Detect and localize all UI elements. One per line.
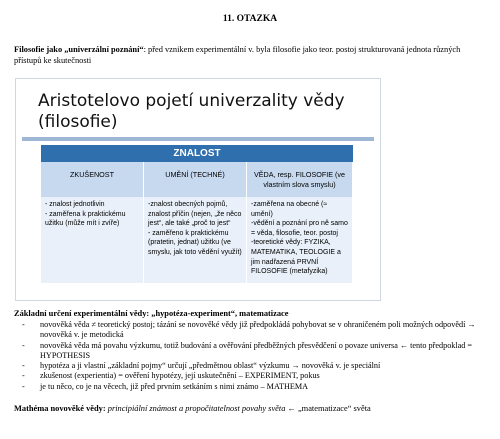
intro-bold: Filosofie jako „univerzální poznání“ [14, 45, 144, 54]
cell-line: -teoretické vědy: FYZIKA, MATEMATIKA, TEOLOGIE a jim nadřazená PRVNÍ FILOSOFIE (metafyzika) [251, 239, 341, 276]
cell-line: -vědění a poznání pro ně samo = věda, filosofie, teor. postoj [251, 220, 348, 237]
cell-line: -znalost obecných pojmů, znalost příčin (nejen, „že něco jest“, ale také „proč to jest“ [148, 201, 242, 228]
column-cell-zkusenost [41, 197, 144, 283]
closing-text: ← „matematizace“ světa [285, 404, 371, 413]
column-cell-veda [247, 197, 353, 283]
list-item: - zkušenost (experientia) = ověření hypotézy, její uskutečnění – EXPERIMENT, pokus [22, 371, 320, 381]
column-header-veda: VĚDA, resp. FILOSOFIE (ve vlastním slova smyslu) [247, 162, 353, 197]
slide-title: Aristotelovo pojetí univerzality vědy (filosofie) [38, 91, 345, 132]
intro-paragraph [14, 44, 484, 66]
document-heading: 11. OTAZKA [222, 14, 278, 24]
column-header-zkusenost: ZKUŠENOST [41, 162, 144, 197]
column-cell-umeni [144, 197, 247, 283]
table-banner: ZNALOST [41, 145, 353, 162]
list-item: - novověká věda má povahu výzkumu, totiž budování a ověřování předběžných přesvědčení o povaze universa ← tento předpoklad = HYPOTHESIS [22, 340, 473, 360]
list-item: - novověká věda ≠ teoretický postoj; tázání se novověké vědy již předpokládá pohybovat se v ohraničeném poli možných odpovědí → novověká v. je metodická [22, 320, 476, 340]
list-item: - hypotéza a ji vlastní „základní pojmy“ určují „předmětnou oblast“ výzkumu → novověká v. je speciální [22, 361, 381, 371]
closing-paragraph [14, 404, 484, 413]
slide-stripe [22, 137, 374, 141]
section-title: Základní určení experimentální vědy: „hypotéza-experiment“, matematizace [14, 309, 289, 318]
cell-line: - zaměřeno k praktickému (pratetin, jednat) užitku (ve smyslu, jak toto vědění využít) [148, 229, 242, 256]
intro-text: : před vznikem experimentální v. byla filosofie jako teor. postoj strukturovaná jednota různých přístupů ke skutečnosti [14, 45, 461, 65]
list-item: - je tu něco, co je na věcech, již před prvním setkáním s nimi známo – MATHEMA [22, 381, 309, 391]
cell-line: - znalost jednotlivin [45, 201, 105, 208]
column-header-umeni: UMĚNÍ (TECHNÉ) [144, 162, 247, 197]
cell-line: - zaměřena k praktickému užitku (může mít i zvíře) [45, 210, 126, 228]
bullet-list [22, 320, 482, 392]
embedded-slide [15, 78, 381, 301]
cell-line: -zaměřena na obecné (≈ umění) [251, 201, 328, 218]
closing-italic: principiální známost a propočitatelnost povahy světa [105, 404, 286, 413]
closing-bold: Mathéma novověké vědy: [14, 404, 106, 413]
